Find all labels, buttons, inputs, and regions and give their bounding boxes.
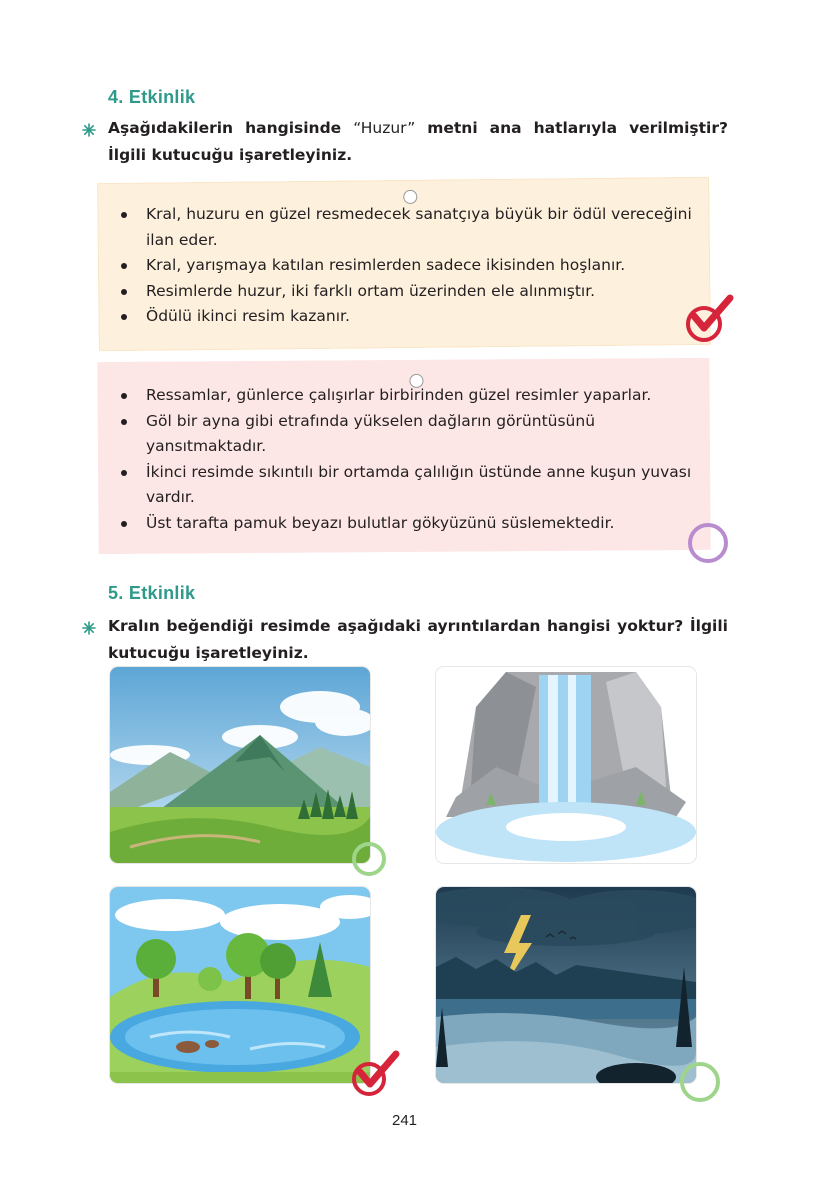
- checkmark-icon: [348, 1050, 406, 1096]
- list-item: Üst tarafta pamuk beyazı bulutlar gökyüzünü süslemektedir.: [120, 511, 700, 537]
- mountain-landscape-image: [110, 667, 370, 863]
- activity4-heading: 4. Etkinlik: [108, 87, 196, 107]
- activity5-heading: 5. Etkinlik: [108, 583, 196, 603]
- checkmark-icon: [680, 294, 738, 340]
- picture-pond[interactable]: [110, 887, 370, 1083]
- picture-storm[interactable]: [436, 887, 696, 1083]
- page-number: 241: [392, 1112, 418, 1129]
- list-item: Ödülü ikinci resim kazanır.: [120, 304, 700, 330]
- waterfall-image: [436, 667, 696, 863]
- picture-4-checkbox[interactable]: [680, 1062, 720, 1102]
- list-item: Göl bir ayna gibi etrafında yükselen dağların görüntüsünü yansıtmaktadır.: [120, 409, 700, 460]
- list-item: Kral, yarışmaya katılan resimlerden sadece ikisinden hoşlanır.: [120, 253, 700, 279]
- picture-waterfall[interactable]: [436, 667, 696, 863]
- option-2-checkbox[interactable]: [688, 523, 728, 563]
- asterisk-bullet-icon: [82, 123, 96, 137]
- activity4-question: Aşağıdakilerin hangisinde “Huzur” metni ana hatlarıyla verilmiştir? İlgili kutucuğu işaretleyiniz.: [108, 119, 729, 164]
- asterisk-bullet-icon: [82, 621, 96, 635]
- list-item: Kral, huzuru en güzel resmedecek sanatçıya büyük bir ödül vereceğini ilan eder.: [120, 202, 700, 253]
- picture-mountain[interactable]: [110, 667, 370, 863]
- storm-lightning-image: [436, 887, 696, 1083]
- list-item: Resimlerde huzur, iki farklı ortam üzerinden ele alınmıştır.: [120, 279, 700, 305]
- option-2-list: [120, 383, 700, 536]
- list-item: Ressamlar, günlerce çalışırlar birbirinden güzel resimler yaparlar.: [120, 383, 700, 409]
- pond-with-trees-image: [110, 887, 370, 1083]
- option-1-list: [120, 202, 700, 330]
- activity5-question: Kralın beğendiği resimde aşağıdaki ayrıntılardan hangisi yoktur? İlgili kutucuğu işaretleyiniz.: [108, 617, 728, 662]
- picture-1-checkbox[interactable]: [352, 842, 386, 876]
- list-item: İkinci resimde sıkıntılı bir ortamda çalılığın üstünde anne kuşun yuvası vardır.: [120, 460, 700, 511]
